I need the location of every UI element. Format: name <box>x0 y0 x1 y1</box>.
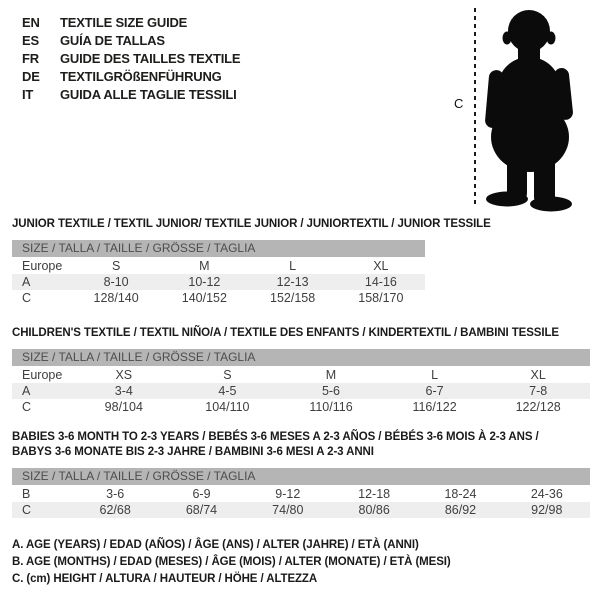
language-title: TEXTILGRÖßENFÜHRUNG <box>60 69 222 84</box>
language-title: TEXTILE SIZE GUIDE <box>60 15 188 30</box>
row-label: C <box>22 503 32 517</box>
table-row-europe <box>12 258 425 274</box>
section-title-babies <box>12 430 590 460</box>
table-cell: 6-7 <box>425 384 444 398</box>
table-size-header: SIZE / TALLA / TAILLE / GRÖSSE / TAGLIA <box>12 240 425 257</box>
table-cell: 8-10 <box>103 275 129 289</box>
table-row-a <box>12 274 425 290</box>
size-section-babies <box>12 430 590 518</box>
table-cell: S <box>223 368 232 382</box>
section-title-junior <box>12 217 590 232</box>
row-label: A <box>22 384 31 398</box>
row-label: Europe <box>22 259 63 273</box>
language-row <box>22 86 240 104</box>
height-measure-line <box>474 8 476 206</box>
table-cell: 7-8 <box>529 384 548 398</box>
table-cell: M <box>199 259 210 273</box>
table-cell: L <box>289 259 297 273</box>
language-row <box>22 50 240 68</box>
row-label: Europe <box>22 368 63 382</box>
table-cell: 3-4 <box>114 384 133 398</box>
table-row-c <box>12 290 425 306</box>
table-cell: 12-13 <box>276 275 309 289</box>
table-row-europe <box>12 367 590 383</box>
table-cell: 152/158 <box>270 291 316 305</box>
table-cell: 12-18 <box>358 487 391 501</box>
language-code: ES <box>22 33 39 48</box>
table-cell: 4-5 <box>218 384 237 398</box>
table-row-c <box>12 399 590 415</box>
table-cell: 24-36 <box>530 487 563 501</box>
size-section-junior <box>12 217 590 306</box>
table-cell: XS <box>115 368 133 382</box>
language-code: DE <box>22 69 40 84</box>
table-cell: 14-16 <box>364 275 397 289</box>
height-measure-label: C <box>454 96 464 111</box>
language-code: FR <box>22 51 39 66</box>
table-cell: 68/74 <box>185 503 218 517</box>
table-cell: 6-9 <box>192 487 211 501</box>
table-cell: 74/80 <box>272 503 304 517</box>
language-title: GUÍA DE TALLAS <box>60 33 165 48</box>
table-size-header: SIZE / TALLA / TAILLE / GRÖSSE / TAGLIA <box>12 349 590 366</box>
table-cell: 9-12 <box>275 487 301 501</box>
size-table-babies <box>12 468 590 518</box>
height-figure <box>440 0 600 215</box>
table-cell: S <box>111 259 121 273</box>
table-cell: 62/68 <box>99 503 131 517</box>
table-cell: 122/128 <box>515 400 561 414</box>
language-row <box>22 14 240 32</box>
table-cell: 140/152 <box>181 291 227 305</box>
language-title: GUIDA ALLE TAGLIE TESSILI <box>60 87 237 102</box>
language-code: IT <box>22 87 34 102</box>
table-cell: XL <box>530 368 546 382</box>
table-cell: 98/104 <box>104 400 143 414</box>
section-title-line: BABIES 3-6 MONTH TO 2-3 YEARS / BEBÉS 3-6 MESES A 2-3 AÑOS / BÉBÉS 3-6 MOIS À 2-3 ANS / <box>12 431 539 443</box>
table-cell: 10-12 <box>188 275 221 289</box>
section-title-line: CHILDREN'S TEXTILE / TEXTIL NIÑO/A / TEXTILE DES ENFANTS / KINDERTEXTIL / BAMBINI TESSILE <box>12 327 559 339</box>
table-cell: 86/92 <box>444 503 477 517</box>
size-section-children <box>12 326 590 415</box>
table-cell: M <box>325 368 337 382</box>
section-title-line: BABYS 3-6 MONATE BIS 2-3 JAHRE / BAMBINI 3-6 MESI A 2-3 ANNI <box>12 446 374 458</box>
table-size-header: SIZE / TALLA / TAILLE / GRÖSSE / TAGLIA <box>12 468 590 485</box>
language-code: EN <box>22 15 40 30</box>
row-label: B <box>22 487 31 501</box>
table-cell: 110/116 <box>309 400 353 414</box>
table-row-b <box>12 486 590 502</box>
legend <box>12 537 451 588</box>
language-title: GUIDE DES TAILLES TEXTILE <box>60 51 241 66</box>
language-row <box>22 32 240 50</box>
table-cell: 80/86 <box>358 503 390 517</box>
table-cell: 116/122 <box>412 400 457 414</box>
row-label: C <box>22 400 32 414</box>
legend-line-c: C. (cm) HEIGHT / ALTURA / HAUTEUR / HÖHE / ALTEZZA <box>12 573 318 585</box>
row-label: A <box>22 275 31 289</box>
language-row <box>22 68 240 86</box>
table-cell: 104/110 <box>205 400 250 414</box>
row-label: C <box>22 291 32 305</box>
size-table-children <box>12 349 590 415</box>
table-cell: 158/170 <box>358 291 404 305</box>
table-cell: L <box>431 368 439 382</box>
table-cell: XL <box>373 259 389 273</box>
table-row-c <box>12 502 590 518</box>
table-row-a <box>12 383 590 399</box>
table-cell: 3-6 <box>106 487 125 501</box>
section-title-line: JUNIOR TEXTILE / TEXTIL JUNIOR/ TEXTILE JUNIOR / JUNIORTEXTIL / JUNIOR TESSILE <box>12 218 491 230</box>
table-cell: 18-24 <box>444 487 477 501</box>
table-cell: 92/98 <box>531 503 563 517</box>
legend-line-b: B. AGE (MONTHS) / EDAD (MESES) / ÂGE (MOIS) / ALTER (MONATE) / ETÀ (MESI) <box>12 556 451 568</box>
table-cell: 128/140 <box>93 291 139 305</box>
section-title-children <box>12 326 590 341</box>
size-sections <box>12 217 590 518</box>
toddler-silhouette-icon <box>482 8 578 214</box>
size-table-junior <box>12 240 425 306</box>
language-title-list <box>22 14 240 104</box>
legend-line-a: A. AGE (YEARS) / EDAD (AÑOS) / ÂGE (ANS) / ALTER (JAHRE) / ETÀ (ANNI) <box>12 539 419 551</box>
table-cell: 5-6 <box>321 384 341 398</box>
